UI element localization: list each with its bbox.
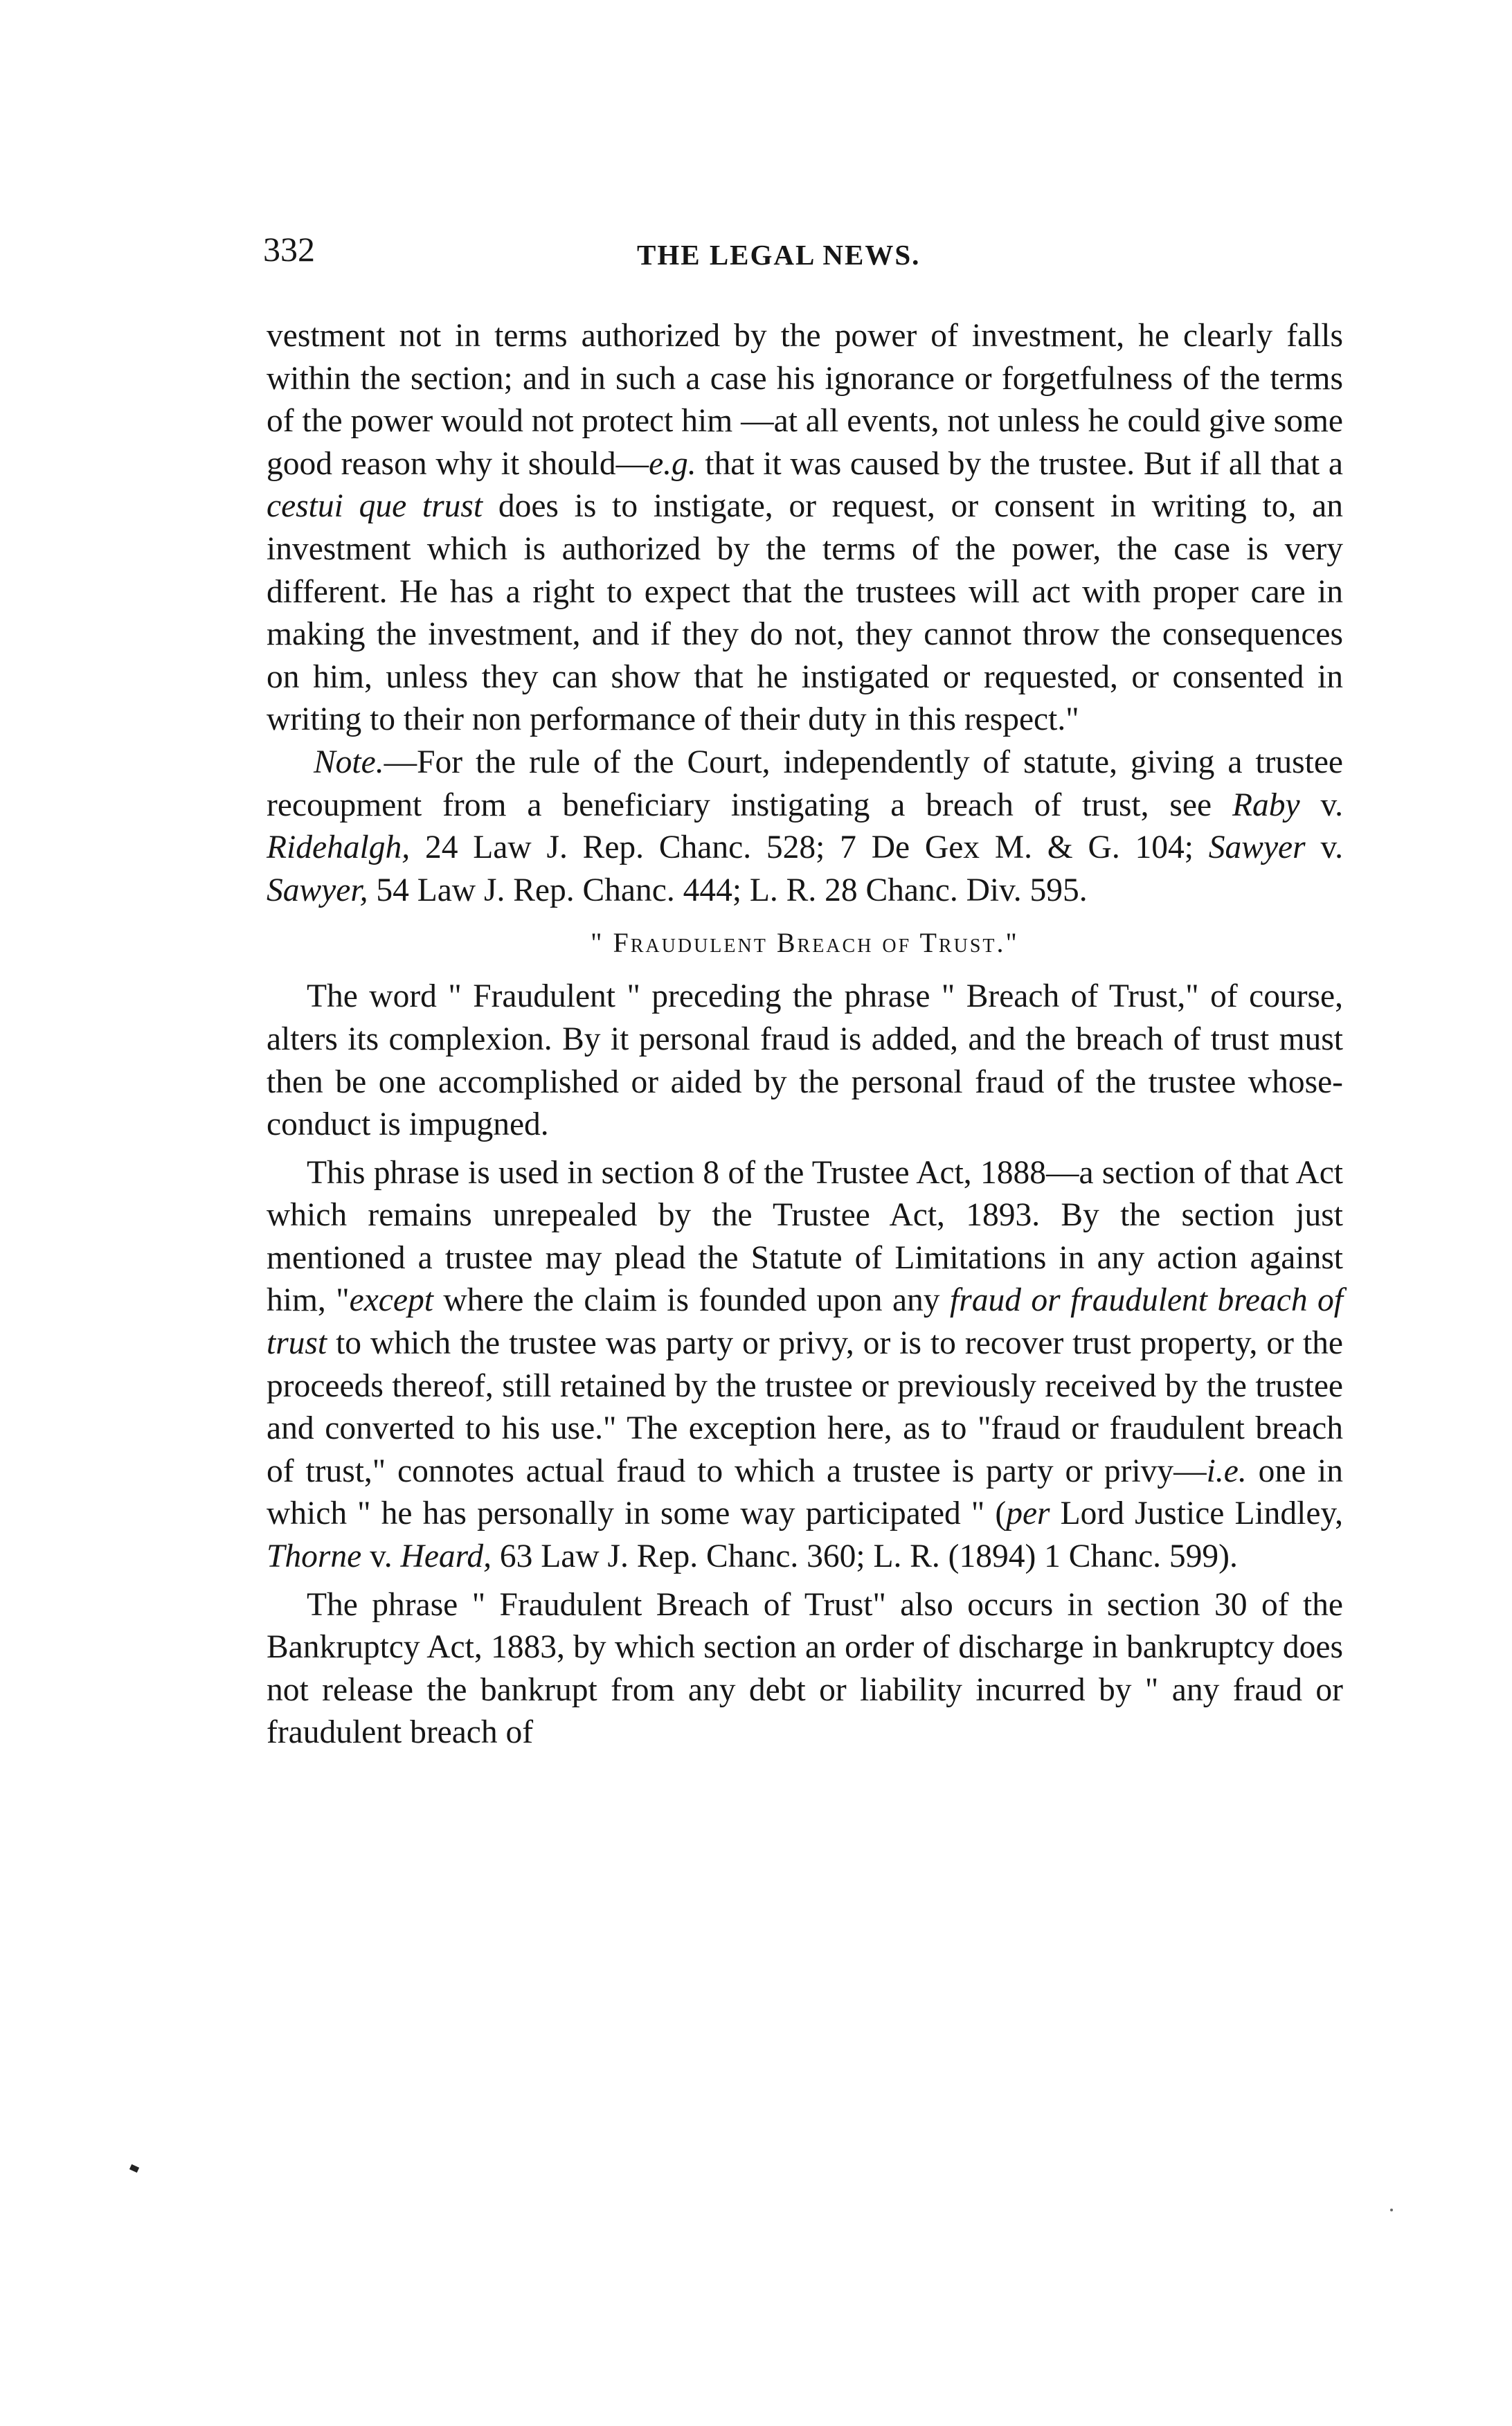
text-run: one in which " he has personally in some way participated " ( bbox=[267, 1453, 1343, 1532]
italic-text: cestui que trust bbox=[267, 488, 483, 525]
page-number: 332 bbox=[263, 230, 315, 269]
italic-text: e.g. bbox=[649, 445, 696, 482]
paragraph-gap bbox=[267, 1579, 1343, 1584]
running-head: THE LEGAL NEWS. bbox=[637, 239, 921, 271]
note-paragraph bbox=[267, 742, 1343, 912]
paragraph-gap bbox=[267, 1147, 1343, 1152]
text-run: to which the trustee was party or privy, or is to recover trust property, or the proceeds thereof, still retained by the trustee or previously received by the trustee and converted to his use." The exception here, as to "fraud or fraudulent breach of trust," connotes actual fraud to which a trustee is party or privy— bbox=[267, 1325, 1343, 1489]
body-text bbox=[267, 315, 1343, 1754]
italic-text: per bbox=[1006, 1495, 1050, 1532]
section-heading: " Fraudulent Breach of Trust." bbox=[591, 927, 1019, 959]
note-label: Note. bbox=[314, 744, 384, 780]
page-header bbox=[263, 228, 1343, 277]
scan-speck bbox=[1390, 2209, 1393, 2211]
text-run: This phrase is used in section 8 of the Trustee Act, 1888—a section of that Act which remains unrepealed by the Trustee Act, 1893. By the section just mentioned a trustee may plead the Statute of Limitations in any action against him, " bbox=[267, 1154, 1343, 1319]
case-name: Sawyer, bbox=[267, 872, 368, 908]
text-run: does is to instigate, or request, or consent in writing to, an investment which is authorized by the terms of the power, the case is very different. He has a right to expect that the trustees will act with proper care in making the investment, and if they do not, they cannot throw the consequences on him, unless they can show that he instigated or requested, or consented in writing to their non performance of their duty in this respect." bbox=[267, 488, 1343, 738]
paragraph: The phrase " Fraudulent Breach of Trust" also occurs in section 30 of the Bankruptcy Act, 1883, by which section an order of discharge in bankruptcy does not release the bankrupt from any debt or liability incurred by " any fraud or fraudulent breach of bbox=[267, 1586, 1343, 1751]
italic-text: i.e. bbox=[1206, 1453, 1247, 1489]
case-name: Sawyer bbox=[1208, 829, 1306, 866]
paragraph-continued bbox=[267, 315, 1343, 742]
text-run: 63 Law J. Rep. Chanc. 360; L. R. (1894) 1 Chanc. 599). bbox=[492, 1538, 1238, 1575]
paragraph: The word " Fraudulent " preceding the phrase " Breach of Trust," of course, alters its complexion. By it personal fraud is added, and the breach of trust must then be one accomplished or aided by the personal fraud of the trustee whose-conduct is impugned. bbox=[267, 978, 1343, 1143]
text-run: that it was caused by the trustee. But if all that a bbox=[696, 445, 1343, 482]
text-run: where the claim is founded upon any bbox=[433, 1282, 951, 1319]
text-run: —For the rule of the Court, independently of statute, giving a trustee recoupment from a beneficiary instigating a breach of trust, see bbox=[267, 744, 1343, 823]
text-run: Lord Justice Lindley, bbox=[1050, 1495, 1343, 1532]
text-run: v. bbox=[1305, 829, 1343, 866]
case-name: Thorne bbox=[267, 1538, 362, 1575]
text-run: 24 Law J. Rep. Chanc. 528; 7 De Gex M. & G. 104; bbox=[410, 829, 1209, 866]
case-name: Heard, bbox=[400, 1538, 492, 1575]
scan-mark bbox=[129, 2164, 139, 2173]
italic-text: fraud or fraudulent breach of trust bbox=[267, 1282, 1343, 1362]
text-run: vestment not in terms authorized by the power of investment, he clearly falls within the section; and in such a case his ignorance or forgetfulness of the terms of the power would not protect him —at all events, not unless he could give some good reason why it should— bbox=[267, 318, 1343, 482]
text-run: v. bbox=[361, 1538, 401, 1575]
text-run: v. bbox=[1299, 787, 1343, 823]
case-name: Raby bbox=[1232, 787, 1300, 823]
paragraph bbox=[267, 1152, 1343, 1579]
italic-text: except bbox=[349, 1282, 433, 1319]
case-name: Ridehalgh, bbox=[267, 829, 411, 866]
text-run: 54 Law J. Rep. Chanc. 444; L. R. 28 Chanc. Div. 595. bbox=[368, 872, 1088, 908]
